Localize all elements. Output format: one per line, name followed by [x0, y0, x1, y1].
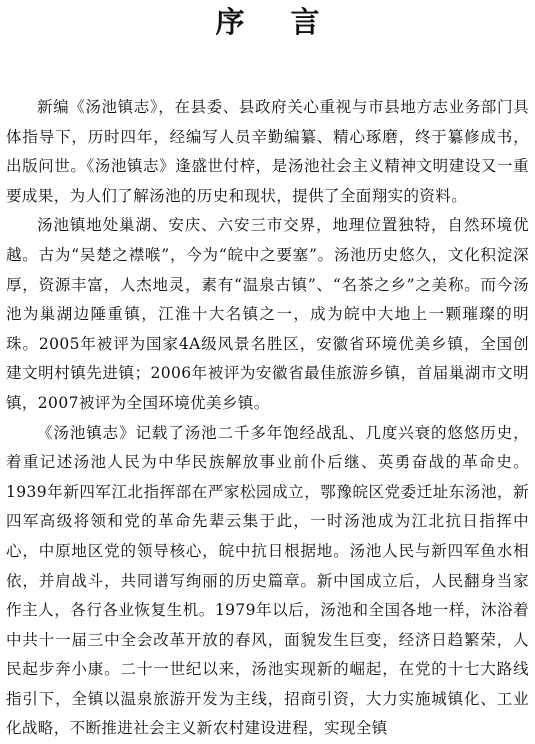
paragraph-1: 新编《汤池镇志》，在县委、县政府关心重视与市县地方志业务部门具体指导下，历时四年，经编写人员辛勤编纂、精心琢磨，终于纂修成书，出版问世。《汤池镇志》逢盛世付梓，是汤池社会主义精神文明建设又一重要成果，为人们了解汤池的历史和现状，提供了全面翔实的资料。	[6, 98, 529, 205]
paragraph-2: 汤池镇地处巢湖、安庆、六安三市交界，地理位置独特，自然环境优越。古为“吴楚之襟喉”，今为“皖中之要塞”。汤池历史悠久，文化积淀深厚，资源丰富，人杰地灵，素有“温泉古镇”、“名茶之乡”之美称。而今汤池为巢湖边陲重镇，江淮十大名镇之一，成为皖中大地上一颗璀璨的明珠。2005年被评为国家4A级风景名胜区，安徽省环境优美乡镇，全国创建文明村镇先进镇；2006年被评为安徽省最佳旅游乡镇，首届巢湖市文明镇，2007被评为全国环境优美乡镇。	[6, 216, 529, 412]
page-title: 序言	[215, 5, 366, 39]
document-body	[6, 93, 529, 744]
paragraph-3: 《汤池镇志》记载了汤池二千多年饱经战乱、几度兴衰的悠悠历史，着重记述汤池人民为中华民族解放事业前仆后继、英勇奋战的革命史。1939年新四军江北指挥部在严家松园成立，鄂豫皖区党委迁址东汤池，新四军高级将领和党的革命先辈云集于此，一时汤池成为江北抗日指挥中心，中原地区党的领导核心，皖中抗日根据地。汤池人民与新四军鱼水相依，并肩战斗，共同谱写绚丽的历史篇章。新中国成立后，人民翻身当家作主人，各行各业恢复生机。1979年以后，汤池和全国各地一样，沐浴着中共十一届三中全会改革开放的春风，面貌发生巨变，经济日趋繁荣，人民起步奔小康。二十一世纪以来，汤池实现新的崛起，在党的十七大路线指引下，全镇以温泉旅游开发为主线，招商引资，大力实施城镇化、工业化战略，不断推进社会主义新农村建设进程，实现全镇	[6, 423, 529, 738]
